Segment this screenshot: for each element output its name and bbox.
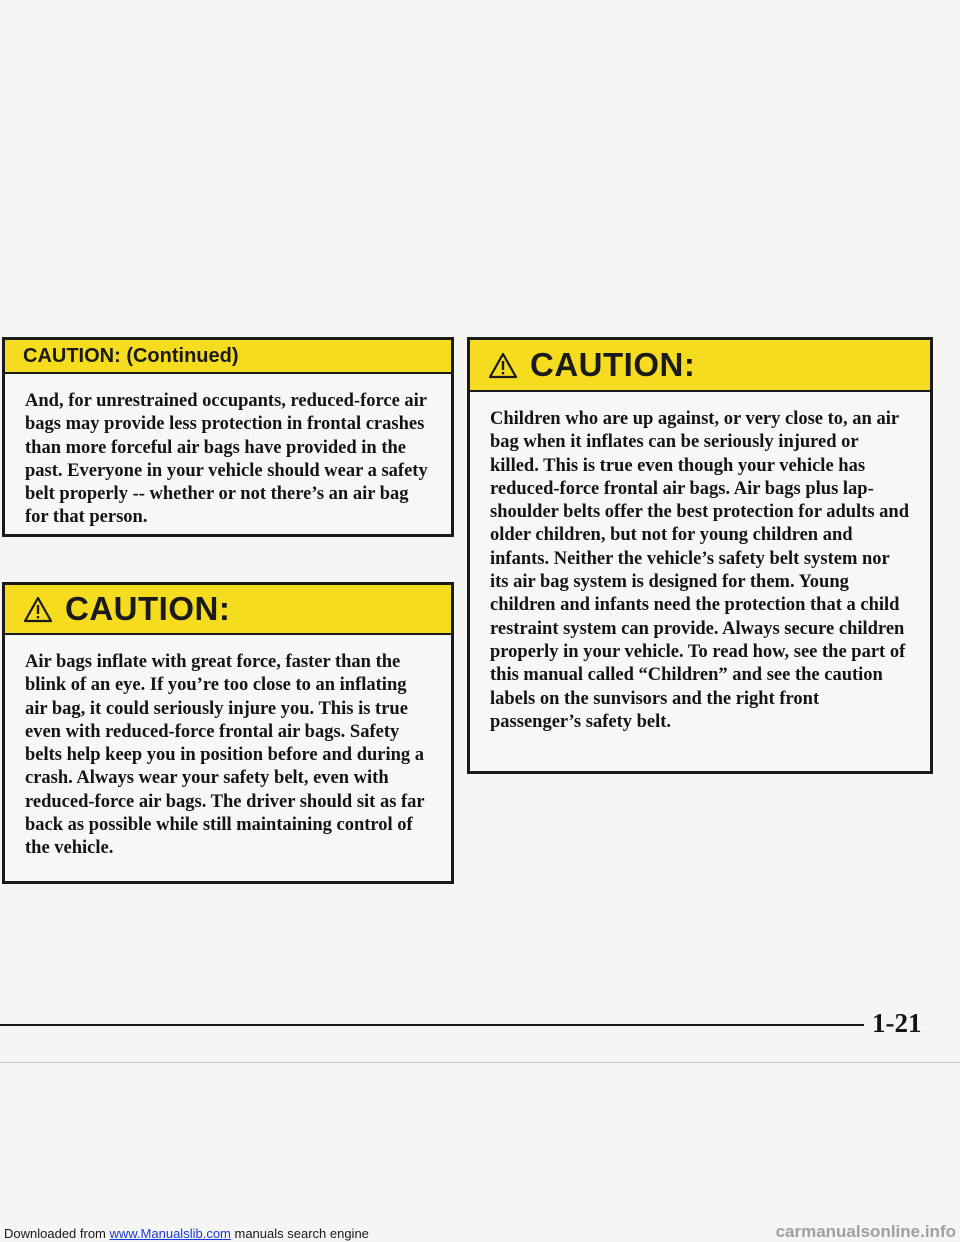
caution-title: CAUTION: bbox=[65, 590, 231, 627]
caution-text: Children who are up against, or very close to, an air bag when it inflates can be seriously injured or killed. This is true even though your vehicle has reduced-force frontal air bags. Air bags plus lap-shoulder belts offer the best protection for adults and older children, but not for young children and infants. Neither the vehicle’s safety belt system nor its air bag system is designed for them. Young children and infants need the protection that a child restraint system can provide. Always secure children properly in your vehicle. To read how, see the part of this manual called “Children” and see the caution labels on the sunvisors and the right front passenger’s safety belt. bbox=[490, 409, 910, 732]
download-suffix: manuals search engine bbox=[230, 1226, 369, 1241]
caution-box-inflate bbox=[2, 582, 454, 884]
caution-header bbox=[470, 340, 930, 392]
warning-triangle-icon bbox=[23, 596, 53, 623]
manualslib-link[interactable]: www.Manualslib.com bbox=[109, 1226, 231, 1241]
caution-box-continued bbox=[2, 337, 454, 537]
watermark: carmanualsonline.info bbox=[775, 1222, 956, 1241]
caution-title: CAUTION: (Continued) bbox=[23, 344, 239, 367]
faint-divider bbox=[0, 1062, 960, 1063]
download-prefix: Downloaded from bbox=[4, 1226, 110, 1241]
footer-divider bbox=[0, 1024, 864, 1026]
caution-header bbox=[5, 585, 451, 635]
caution-header bbox=[5, 340, 451, 374]
caution-title: CAUTION: bbox=[530, 346, 696, 383]
caution-text: Air bags inflate with great force, faster than the blink of an eye. If you’re too close to an inflating air bag, it could seriously injure you. This is true even with reduced-force frontal air bags. Safety belts help keep you in position before and during a crash. Always wear your safety belt, even with reduced-force air bags. The driver should sit as far back as possible while still maintaining control of the vehicle. bbox=[25, 652, 425, 859]
caution-box-children bbox=[467, 337, 933, 774]
warning-triangle-icon bbox=[488, 352, 518, 379]
page-number: 1-21 bbox=[872, 1008, 922, 1038]
caution-text: And, for unrestrained occupants, reduced-force air bags may provide less protection in frontal crashes than more forceful air bags have provided in the past. Everyone in your vehicle should wear a safety belt properly -- whether or not there’s an air bag for that person. bbox=[25, 391, 428, 528]
download-footer bbox=[4, 1226, 369, 1241]
